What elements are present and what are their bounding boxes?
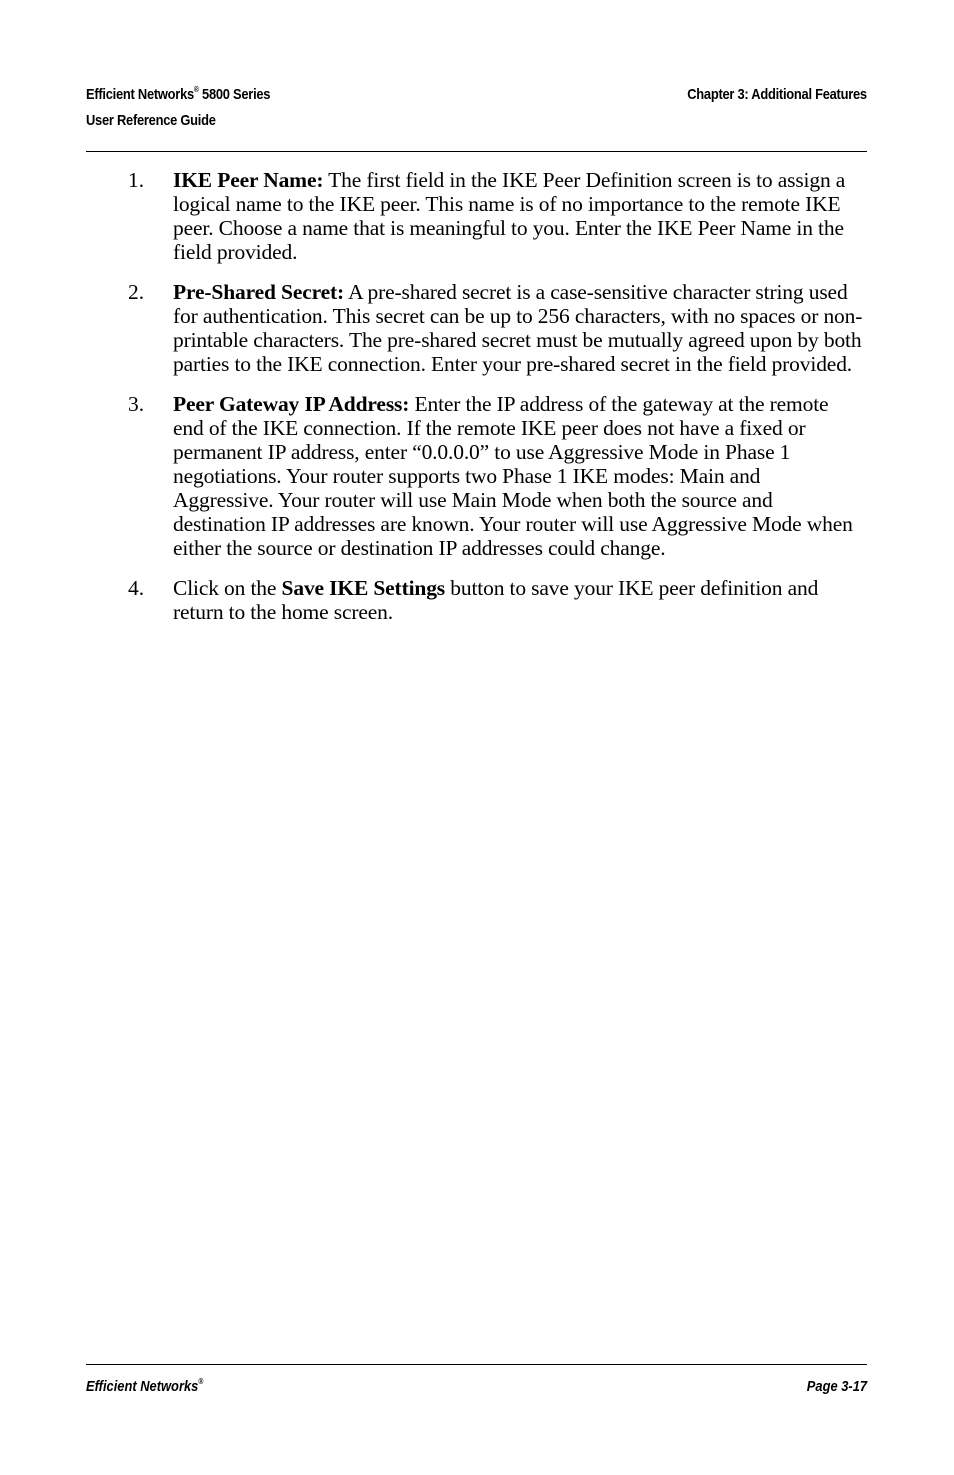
- header-guide-title: User Reference Guide: [86, 112, 216, 129]
- item-number: 3.: [128, 392, 145, 416]
- list-item: [128, 280, 864, 376]
- header-brand: Efficient Networks: [86, 86, 194, 103]
- list-item: [128, 576, 864, 624]
- save-ike-settings-ref: Save IKE Settings: [281, 576, 446, 600]
- footer-divider: [86, 1364, 867, 1365]
- item-text: A pre-shared secret is a case-sensitive character string used for authentication. This secret can be up to 256 characters, with no spaces or non-printable characters. The pre-shared secret must be mutually agreed upon by both parties to the IKE connection. Enter your pre-shared secret in the field provided.: [173, 280, 863, 376]
- item-body: [173, 576, 864, 624]
- item-body: [173, 168, 864, 264]
- item-body: [173, 280, 864, 376]
- item-number: 2.: [128, 280, 145, 304]
- header-series: 5800 Series: [198, 86, 271, 103]
- item-text-post: button to save your IKE peer definition and return to the home screen.: [173, 576, 819, 624]
- header-left: [86, 82, 270, 134]
- footer-registered-mark: ®: [198, 1377, 204, 1386]
- list-item: [128, 392, 864, 560]
- item-body: [173, 392, 864, 560]
- page-number: Page 3-17: [806, 1378, 867, 1395]
- instruction-list: [128, 168, 864, 640]
- header-divider: [86, 151, 867, 152]
- registered-mark: ®: [193, 85, 199, 94]
- item-number: 4.: [128, 576, 145, 600]
- item-text: The first field in the IKE Peer Definition screen is to assign a logical name to the IKE peer. This name is of no importance to the remote IKE peer. Choose a name that is meaningful to you. Enter the IKE Peer Name in the field provided.: [173, 168, 846, 264]
- item-lead: Pre-Shared Secret:: [173, 280, 345, 304]
- item-lead: Peer Gateway IP Address:: [173, 392, 410, 416]
- list-item: [128, 168, 864, 264]
- item-text: Enter the IP address of the gateway at the remote end of the IKE connection. If the remote IKE peer does not have a fixed or permanent IP address, enter “0.0.0.0” to use Aggressive Mode in Phase 1 negotiations. Your router supports two Phase 1 IKE modes: Main and Aggressive. Your router will use Main Mode when both the source and destination IP addresses are known. Your router will use Aggressive Mode when either the source or destination IP addresses could change.: [173, 392, 853, 560]
- header-product-title: [86, 82, 270, 108]
- header-chapter: Chapter 3: Additional Features: [687, 86, 867, 103]
- footer-brand-text: Efficient Networks: [86, 1378, 199, 1395]
- item-lead: IKE Peer Name:: [173, 168, 324, 192]
- footer-brand: [86, 1374, 203, 1400]
- item-text-pre: Click on the: [173, 576, 282, 600]
- item-number: 1.: [128, 168, 145, 192]
